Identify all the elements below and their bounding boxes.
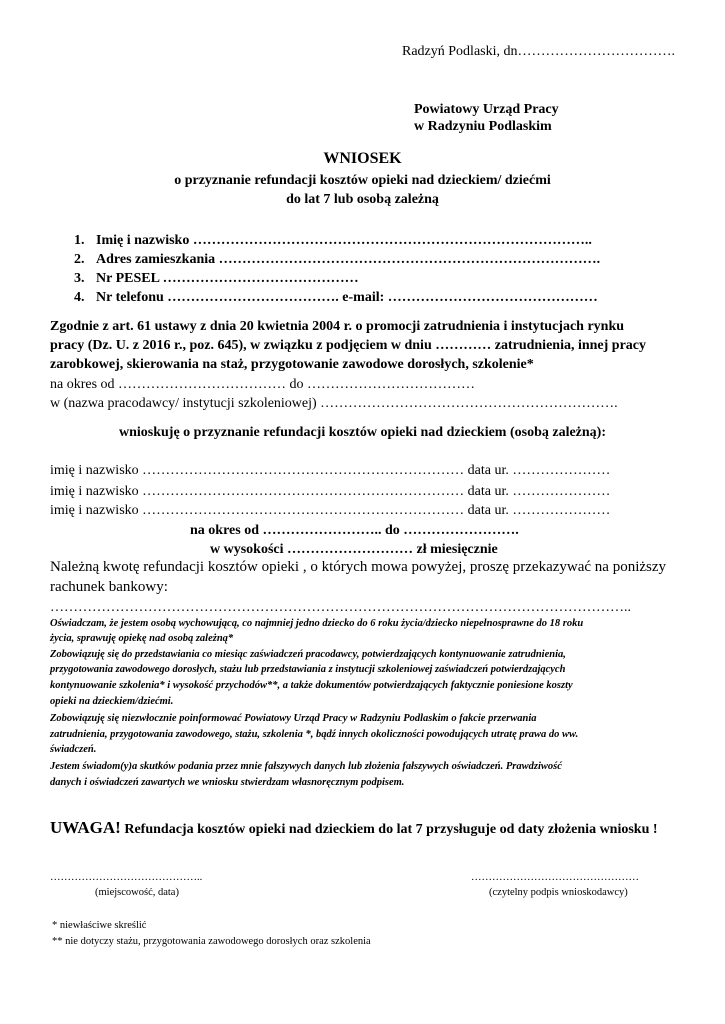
footnote: ** nie dotyczy stażu, przygotowania zawodowego dorosłych oraz szkolenia	[52, 936, 371, 947]
refund-period-line: na okres od …………………….. do …………………….	[190, 523, 519, 538]
warning-text: Refundacja kosztów opieki nad dzieckiem do lat 7 przysługuje od daty złożenia wniosku !	[120, 822, 658, 837]
warning-notice	[50, 818, 658, 838]
declaration-line: Jestem świadom(y)a skutków podania przez mnie fałszywych danych lub złożenia fałszywych oświadczeń. Prawdziwość	[50, 761, 562, 772]
child-row: imię i nazwisko …………………………………………………………… data ur. …………………	[50, 463, 611, 478]
form-subtitle-2: do lat 7 lub osobą zależną	[286, 192, 439, 207]
place-date-line: Radzyń Podlaski, dn…………………………….	[402, 44, 675, 59]
form-title: WNIOSEK	[323, 150, 402, 167]
field-name: Imię i nazwisko …………………………………………………………………………..	[96, 233, 592, 248]
declaration-line: Zobowiązuję się niezwłocznie poinformować Powiatowy Urząd Pracy w Radzyniu Podlaskim o fakcie przerwania	[50, 713, 537, 724]
applicant-signature-caption: (czytelny podpis wnioskodawcy)	[489, 887, 628, 898]
legal-basis-line-3: zarobkowej, skierowania na staż, przygotowanie zawodowe dorosłych, szkolenie*	[50, 357, 534, 372]
declaration-line: danych i oświadczeń zawartych we wniosku stwierdzam własnoręcznym podpisem.	[50, 777, 405, 788]
request-heading: wnioskuję o przyznanie refundacji kosztów opieki nad dzieckiem (osobą zależną):	[118, 425, 606, 440]
place-date-signature-line: ……………………………………..	[50, 872, 203, 883]
child-row: imię i nazwisko …………………………………………………………… data ur. …………………	[50, 503, 611, 518]
field-number: 2.	[74, 252, 85, 267]
declaration-line: przygotowania zawodowego dorosłych, stażu lub przedstawiania z instytucji szkoleniowej zaświadczeń potwierdzających	[50, 664, 566, 675]
legal-basis-line-1: Zgodnie z art. 61 ustawy z dnia 20 kwietnia 2004 r. o promocji zatrudnienia i instytucjach rynku	[50, 319, 625, 334]
declaration-line: życia, sprawuję opiekę nad osobą zależną*	[50, 633, 234, 644]
place-date-caption: (miejscowość, data)	[95, 887, 179, 898]
period-line: na okres od ……………………………… do ………………………………	[50, 377, 476, 392]
bank-account-line: ……………………………………………………………………………………………………………..	[50, 600, 631, 615]
legal-basis-line-2: pracy (Dz. U. z 2016 r., poz. 645), w związku z podjęciem w dniu ………… zatrudnienia, innej pracy	[50, 338, 647, 353]
field-pesel: Nr PESEL ……………………………………	[96, 271, 359, 286]
declaration-line: opieki na dzieckiem/dziećmi.	[50, 696, 174, 707]
form-subtitle-1: o przyznanie refundacji kosztów opieki nad dzieckiem/ dziećmi	[174, 173, 551, 188]
refund-amount-line: w wysokości ……………………… zł miesięcznie	[210, 542, 498, 557]
employer-line: w (nazwa pracodawcy/ instytucji szkoleniowej) ……………………………………………………….	[50, 396, 618, 411]
bank-transfer-line-1: Należną kwotę refundacji kosztów opieki , o których mowa powyżej, proszę przekazywać na poniższy	[50, 559, 667, 575]
declaration-line: Oświadczam, że jestem osobą wychowującą, co najmniej jedno dziecko do 6 roku życia/dziecko niepełnosprawne do 18 roku	[50, 618, 584, 629]
footnote: * niewłaściwe skreślić	[52, 920, 147, 931]
declaration-line: kontynuowanie szkolenia* i wysokość przychodów**, a także dokumentów potwierdzających faktycznie poniesione koszty	[50, 680, 573, 691]
applicant-signature-line: …………………………………………	[471, 872, 639, 883]
warning-label: UWAGA!	[50, 818, 121, 837]
declaration-line: świadczeń.	[50, 744, 97, 755]
recipient-line-1: Powiatowy Urząd Pracy	[414, 102, 559, 117]
field-address: Adres zamieszkania ……………………………………………………………………….	[96, 252, 601, 267]
field-number: 4.	[74, 290, 85, 305]
field-phone-email: Nr telefonu ………………………………. e-mail: ………………………………………	[96, 290, 598, 305]
declaration-line: zatrudnienia, przygotowania zawodowego, stażu, szkolenia *, bądź innych okoliczności powodujących utratę prawa do ww.	[50, 729, 579, 740]
child-row: imię i nazwisko …………………………………………………………… data ur. …………………	[50, 484, 611, 499]
field-number: 1.	[74, 233, 85, 248]
field-number: 3.	[74, 271, 85, 286]
bank-transfer-line-2: rachunek bankowy:	[50, 579, 168, 595]
declaration-line: Zobowiązuję się do przedstawiania co miesiąc zaświadczeń pracodawcy, potwierdzających kontynuowanie zatrudnienia,	[50, 649, 566, 660]
recipient-line-2: w Radzyniu Podlaskim	[414, 119, 552, 134]
